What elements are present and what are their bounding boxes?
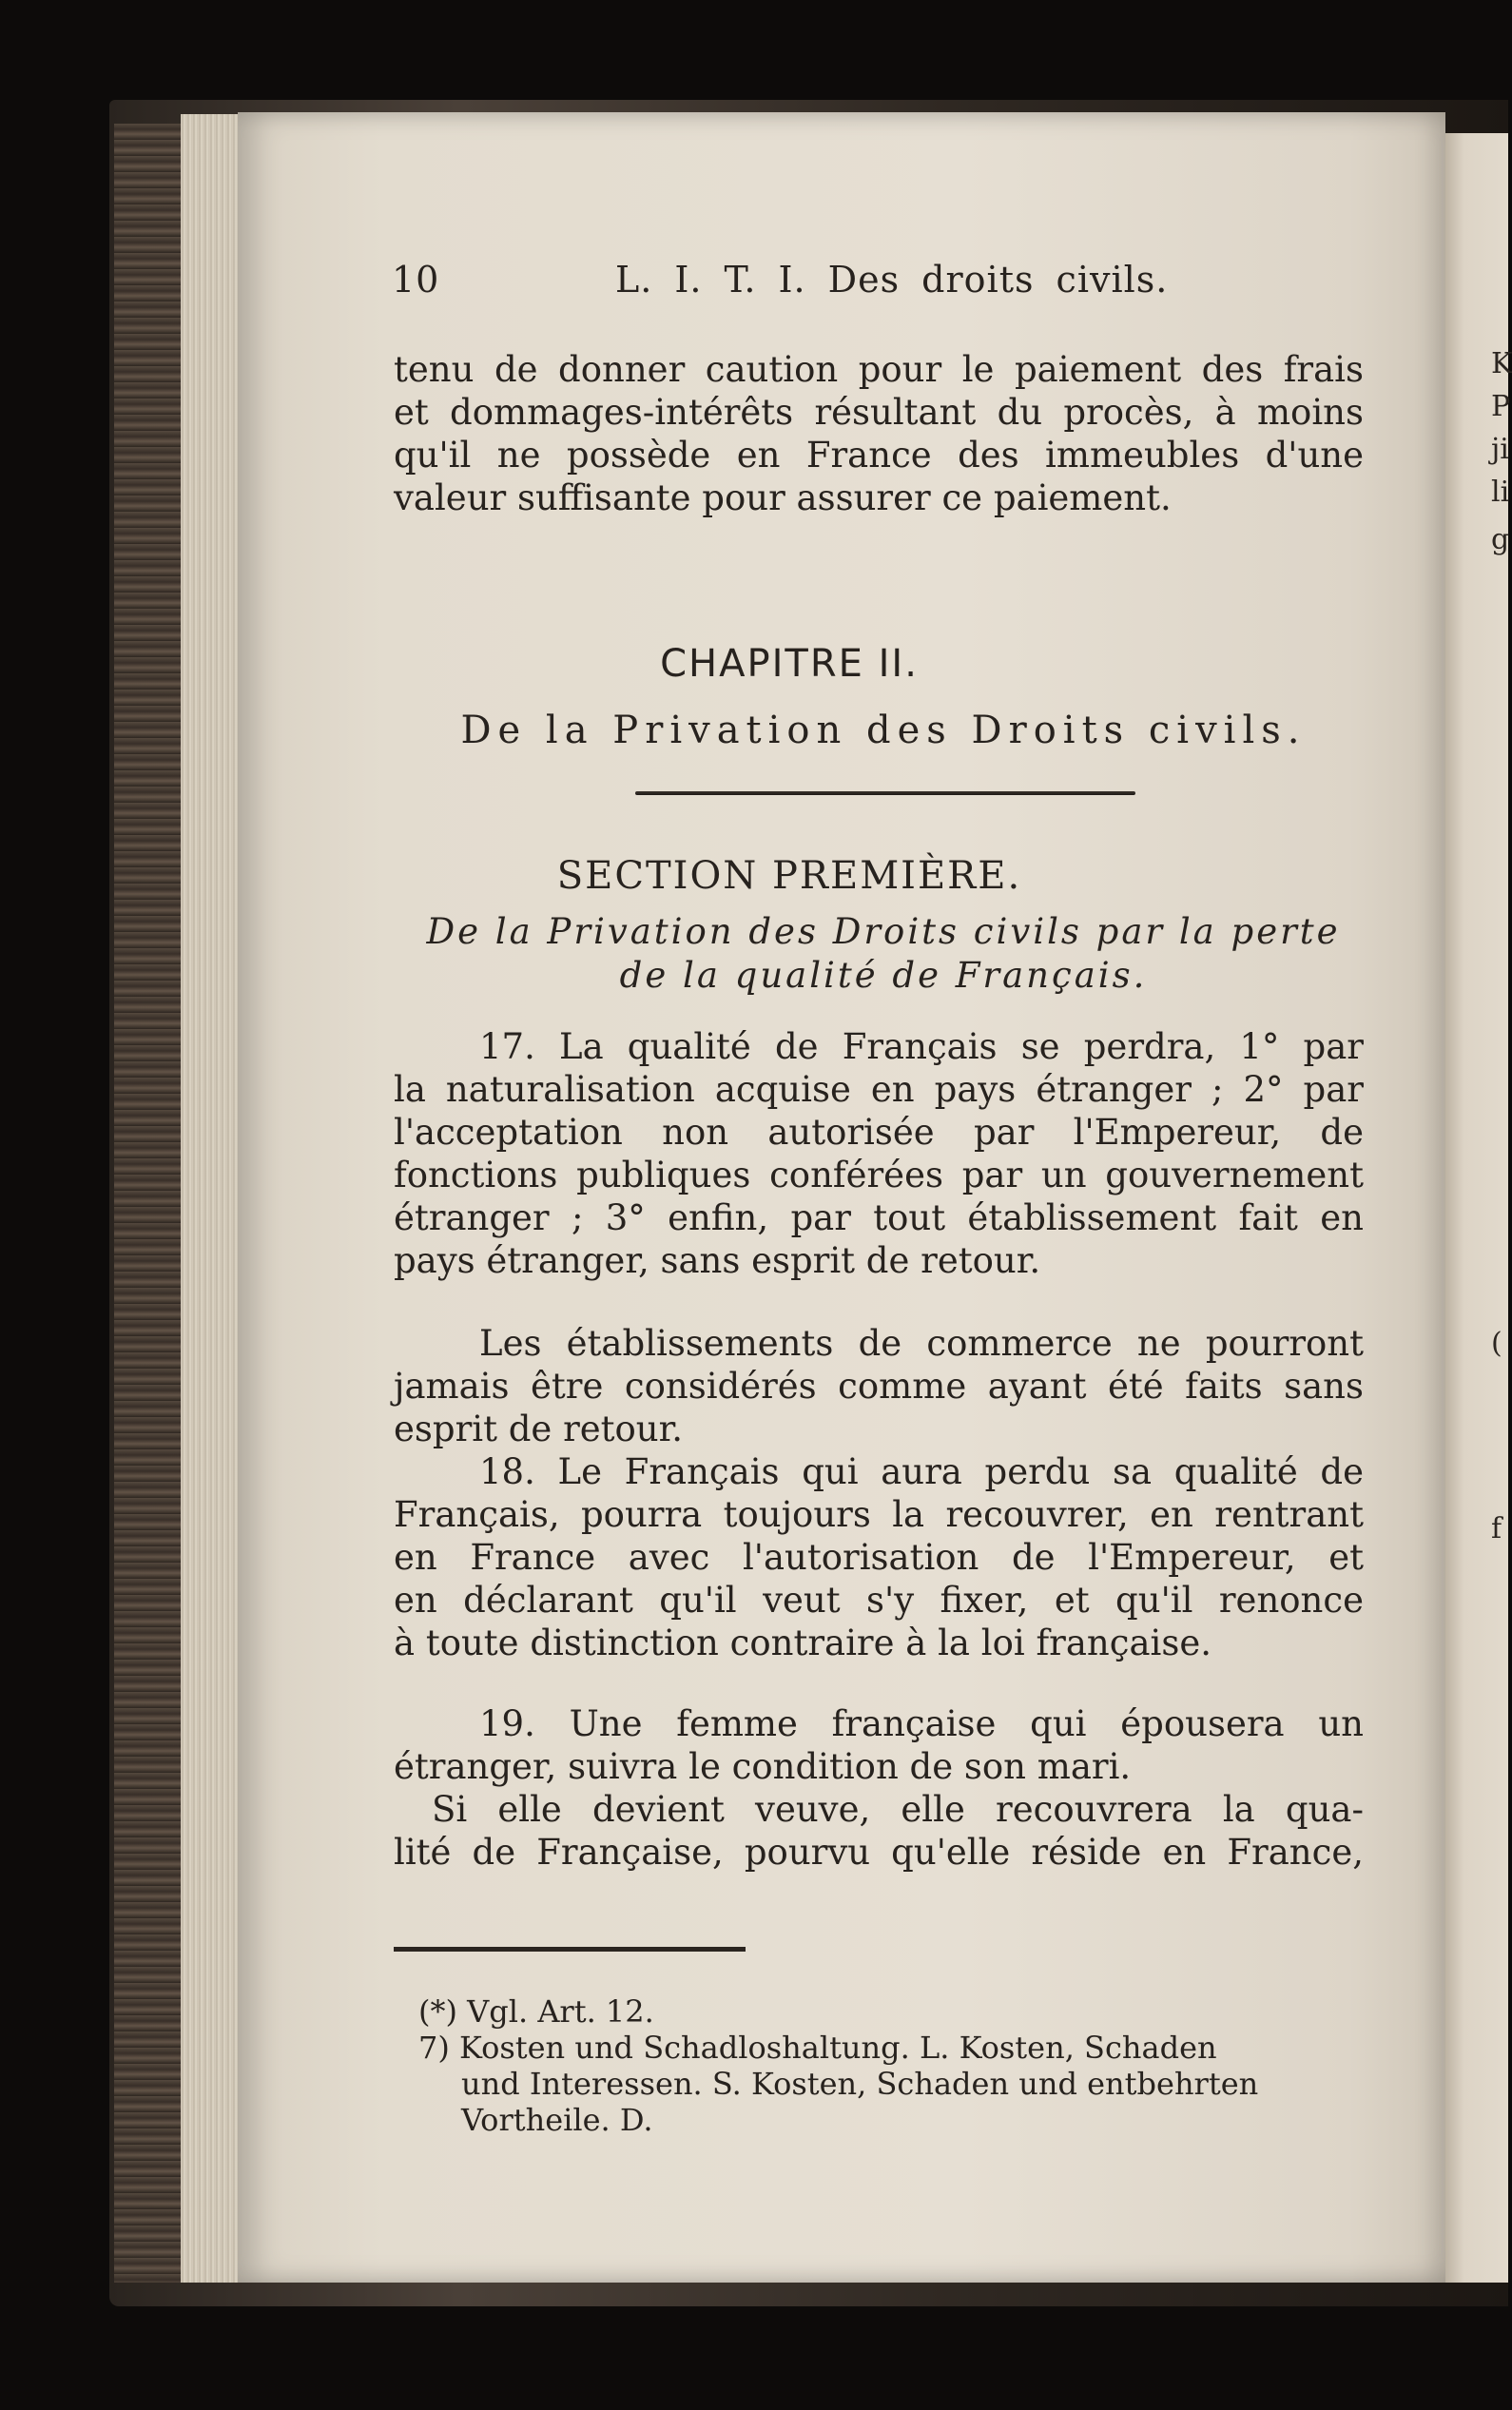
article-18 bbox=[394, 1450, 1364, 1664]
footnote-line: Vortheile. D. bbox=[461, 2102, 653, 2138]
text-line: Français, pourra toujours la recouvrer, en rentrant bbox=[394, 1494, 1364, 1535]
intro-paragraph bbox=[394, 348, 1364, 519]
text-line: Les établissements de commerce ne pourront bbox=[479, 1323, 1364, 1364]
text-line: 17. La qualité de Français se perdra, 1° par bbox=[479, 1026, 1364, 1067]
chapter-title: CHAPITRE II. bbox=[660, 642, 919, 686]
running-header bbox=[392, 259, 1181, 306]
text-line: valeur suffisante pour assurer ce paiement. bbox=[394, 477, 1172, 518]
section-title: SECTION PREMIÈRE. bbox=[556, 854, 1022, 898]
text-line: jamais être considérés comme ayant été faits sans bbox=[394, 1366, 1364, 1407]
footnote-line: und Interessen. S. Kosten, Schaden und entbehrten bbox=[461, 2066, 1259, 2102]
page-number: 10 bbox=[392, 259, 440, 301]
text-line: étranger ; 3° enfin, par tout établissement fait en bbox=[394, 1197, 1364, 1238]
facing-page-fragment: g bbox=[1491, 523, 1510, 556]
footnotes bbox=[418, 1993, 1369, 2138]
text-line: et dommages-intérêts résultant du procès, à moins bbox=[394, 392, 1364, 433]
commerce-paragraph bbox=[394, 1322, 1364, 1450]
section-subtitle-line: De la Privation des Droits civils par la perte bbox=[426, 911, 1341, 952]
text-line: lité de Française, pourvu qu'elle réside en France, bbox=[394, 1832, 1364, 1873]
text-line: la naturalisation acquise en pays étranger ; 2° par bbox=[394, 1069, 1364, 1110]
footnote-line: 7) Kosten und Schadloshaltung. L. Kosten, Schaden bbox=[418, 2030, 1217, 2066]
text-line: 19. Une femme française qui épousera un bbox=[479, 1703, 1364, 1744]
facing-page-fragment: f bbox=[1491, 1512, 1502, 1545]
cover-spine-edge bbox=[114, 124, 190, 2283]
facing-page-fragment: ji bbox=[1491, 433, 1509, 466]
facing-page-fragment: ( bbox=[1491, 1327, 1502, 1360]
section-subtitle-line: de la qualité de Français. bbox=[619, 955, 1148, 996]
facing-page-fragment: K bbox=[1491, 347, 1512, 380]
footnote-line: (*) Vgl. Art. 12. bbox=[418, 1993, 654, 2030]
text-line: en déclarant qu'il veut s'y fixer, et qu'il renonce bbox=[394, 1580, 1364, 1621]
footnote-rule bbox=[394, 1947, 746, 1952]
chapter-divider bbox=[635, 791, 1135, 795]
text-line: fonctions publiques conférées par un gouvernement bbox=[394, 1155, 1364, 1195]
running-title: L. I. T. I. Des droits civils. bbox=[615, 259, 1169, 301]
text-line: étranger, suivra le condition de son mari. bbox=[394, 1746, 1132, 1787]
text-line: esprit de retour. bbox=[394, 1409, 684, 1449]
text-line: Si elle devient veuve, elle recouvrera la qua- bbox=[432, 1789, 1364, 1830]
text-line: à toute distinction contraire à la loi française. bbox=[394, 1623, 1212, 1663]
facing-page-edge bbox=[1445, 133, 1512, 2283]
text-line: en France avec l'autorisation de l'Empereur, et bbox=[394, 1537, 1364, 1578]
text-line: 18. Le Français qui aura perdu sa qualité de bbox=[479, 1451, 1364, 1492]
text-line: l'acceptation non autorisée par l'Empereur, de bbox=[394, 1112, 1364, 1153]
text-line: qu'il ne possède en France des immeubles d'une bbox=[394, 435, 1364, 476]
article-17 bbox=[394, 1025, 1364, 1282]
facing-page-fragment: li bbox=[1491, 476, 1510, 509]
text-line: pays étranger, sans esprit de retour. bbox=[394, 1240, 1041, 1281]
text-line: tenu de donner caution pour le paiement des frais bbox=[394, 349, 1364, 390]
facing-page-fragment: P bbox=[1491, 390, 1511, 423]
chapter-subtitle: De la Privation des Droits civils. bbox=[460, 709, 1307, 752]
article-19 bbox=[394, 1702, 1364, 1874]
